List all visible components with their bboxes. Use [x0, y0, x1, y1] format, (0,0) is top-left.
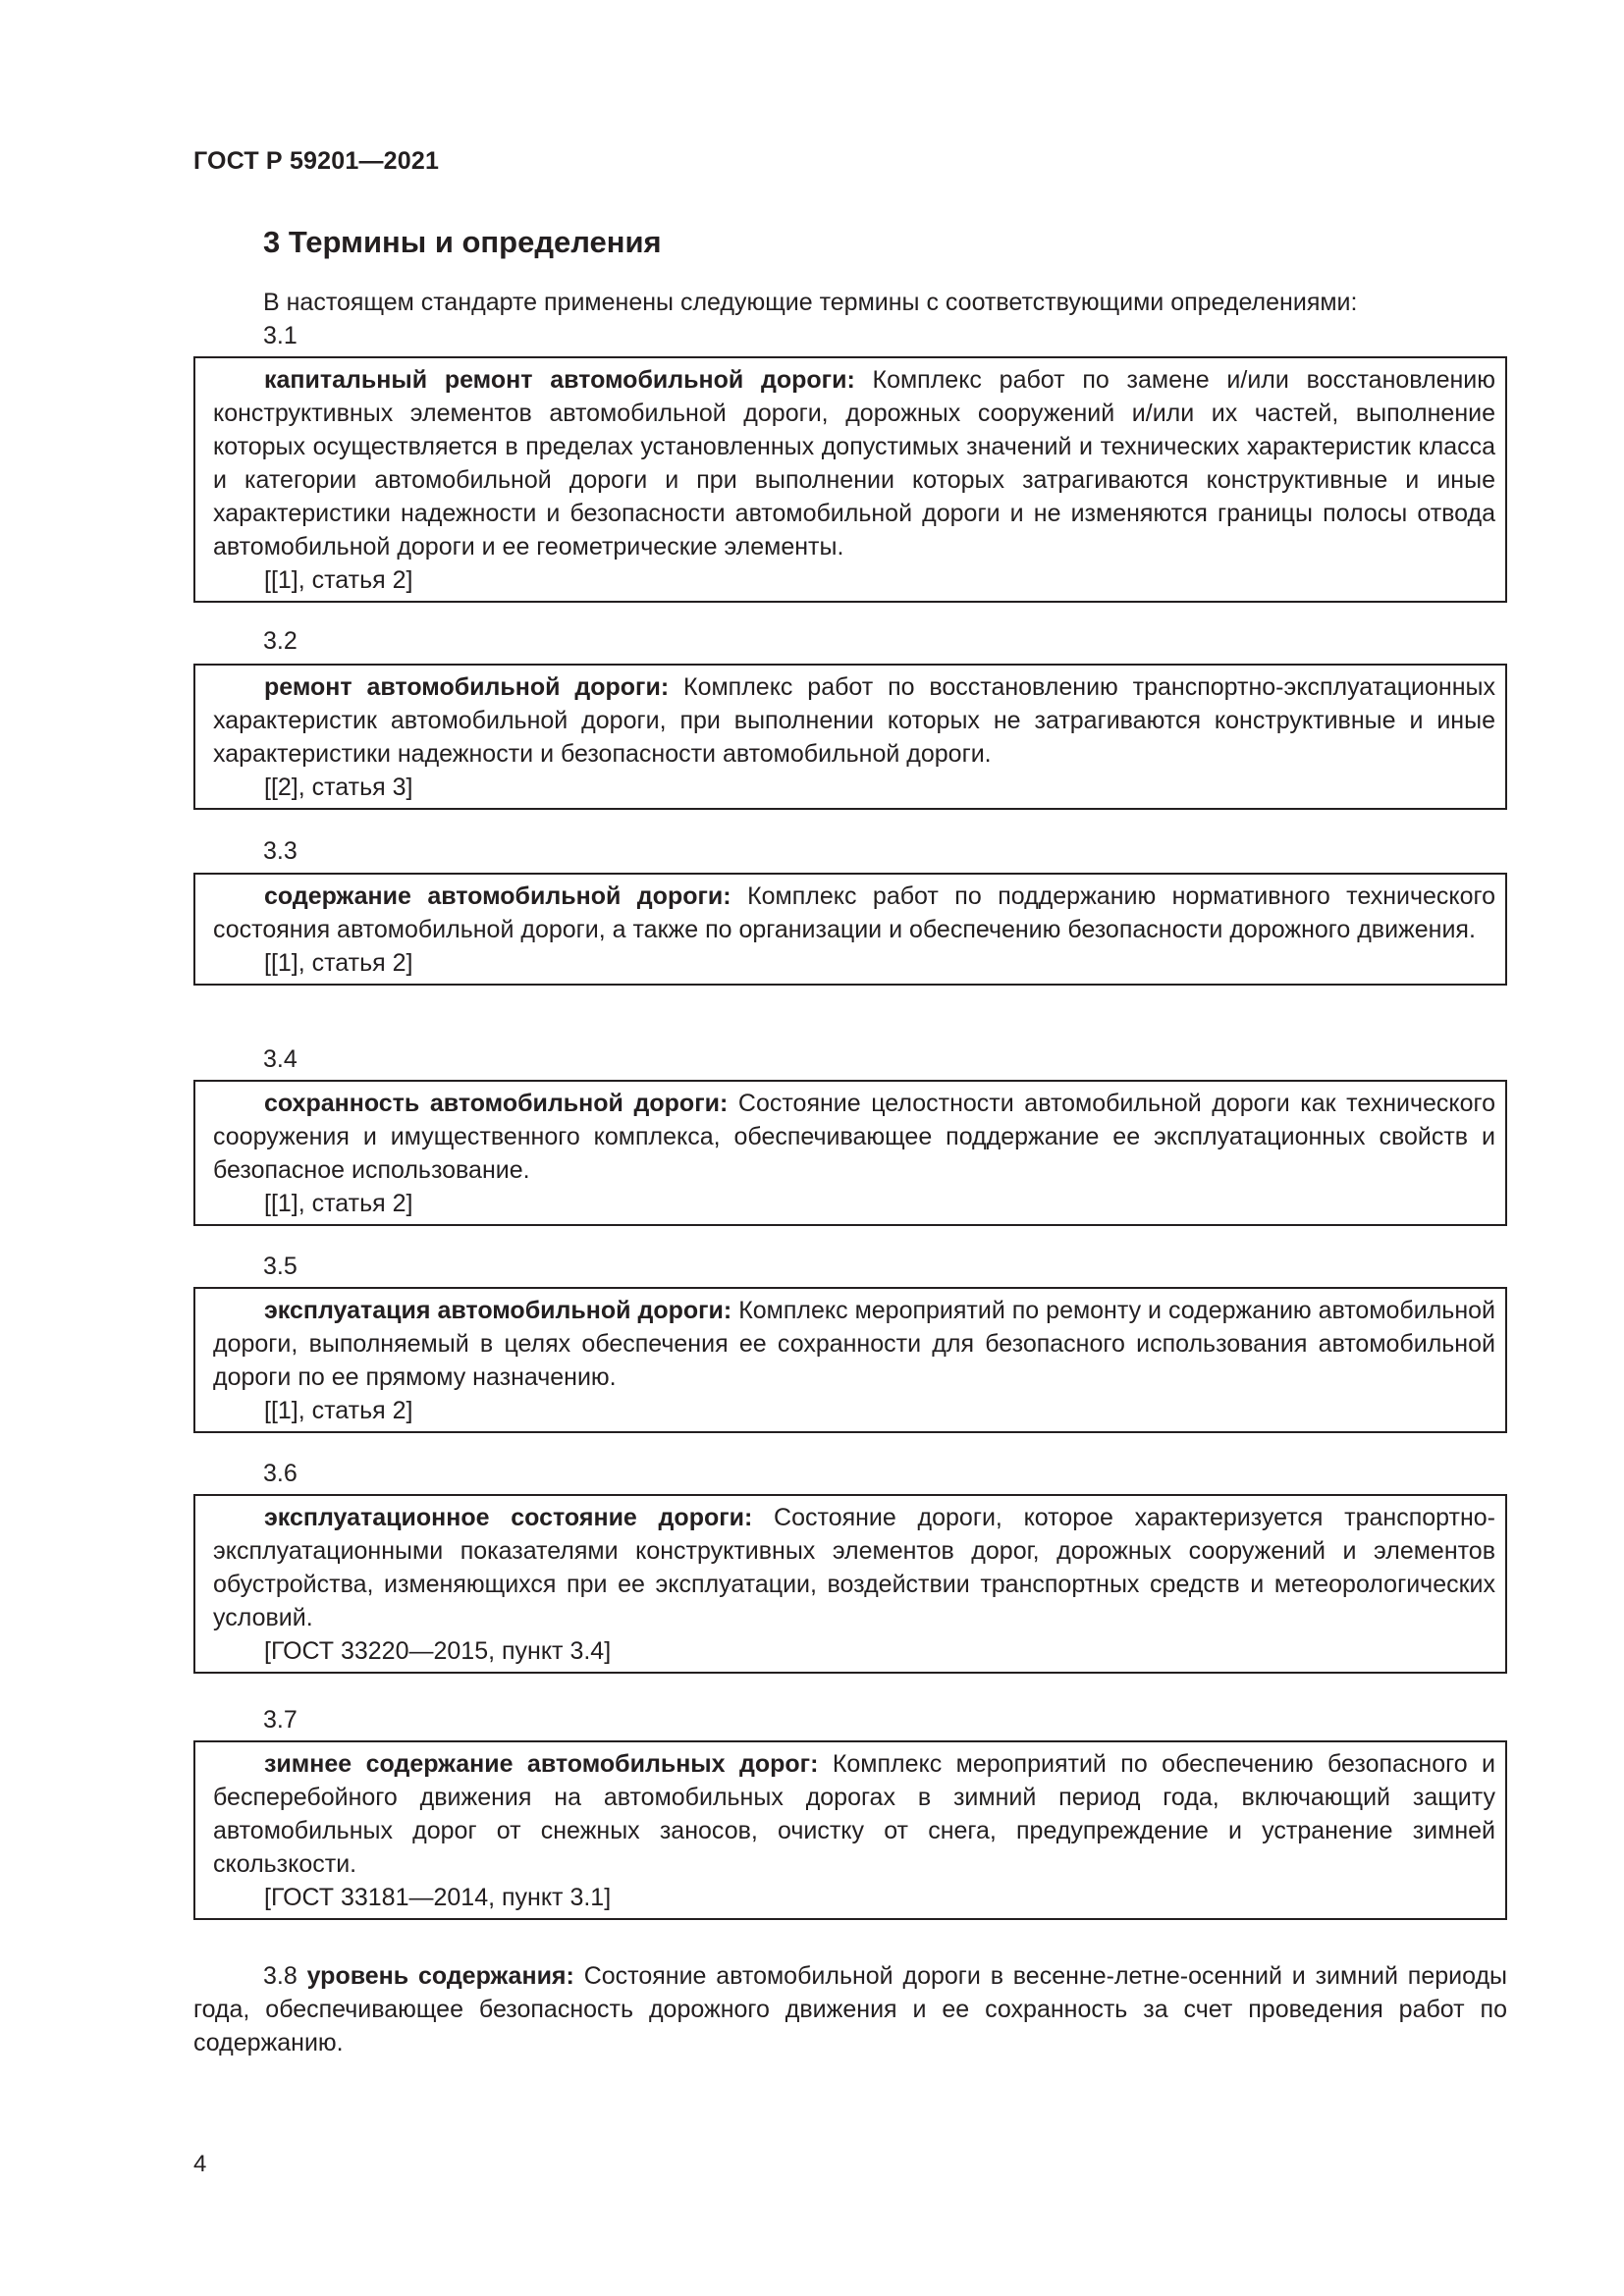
- term-number: 3.5: [263, 1253, 298, 1280]
- term-box: [193, 1740, 1507, 1920]
- term-name: зимнее содержание автомобильных дорог:: [264, 1750, 819, 1778]
- term-name: эксплуатация автомобильной дороги:: [264, 1297, 732, 1324]
- term-text: [213, 1294, 1495, 1394]
- term-name: содержание автомобильной дороги:: [264, 882, 731, 910]
- term-definition: Состояние целостности автомобильной дороги как технического сооружения и имущественного комплекса, обеспечивающее поддержание ее эксплуатационных свойств и безопасное использование.: [213, 1090, 1495, 1184]
- term-name: капитальный ремонт автомобильной дороги:: [264, 366, 855, 394]
- term-number: 3.7: [263, 1706, 298, 1734]
- term-box: [193, 1494, 1507, 1674]
- term-box: [193, 664, 1507, 810]
- term-box: [193, 1080, 1507, 1226]
- term-text: [213, 1501, 1495, 1634]
- term-text: [213, 670, 1495, 771]
- document-header: ГОСТ Р 59201—2021: [193, 147, 440, 175]
- term-number: 3.2: [263, 627, 298, 655]
- term-text: [213, 1087, 1495, 1187]
- term-source: [[1], статья 2]: [264, 1397, 413, 1424]
- term-source: [ГОСТ 33220—2015, пункт 3.4]: [264, 1637, 612, 1665]
- term-source: [[1], статья 2]: [264, 566, 413, 594]
- term-name: сохранность автомобильной дороги:: [264, 1090, 729, 1117]
- term-source: [[1], статья 2]: [264, 1190, 413, 1217]
- term-box: [193, 356, 1507, 603]
- term-number: 3.6: [263, 1460, 298, 1487]
- term-text: [213, 1747, 1495, 1881]
- term-text: [213, 880, 1495, 946]
- term-box: [193, 1287, 1507, 1433]
- term-definition: Комплекс работ по замене и/или восстановлению конструктивных элементов автомобильной дороги, дорожных сооружений и/или их частей, выполнение которых осуществляется в пределах установленных допустимых значений и технических характеристик класса и категории автомобильной дороги и при выполнении которых затрагиваются конструктивные и иные характеристики надежности и безопасности автомобильной дороги и не изменяются границы полосы отвода автомобильной дороги и ее геометрические элементы.: [213, 366, 1496, 561]
- term-definition: Комплекс мероприятий по ремонту и содержанию автомобильной дороги, выполняемый в целях обеспечения ее сохранности для безопасного использования автомобильной дороги по ее прямому назначению.: [213, 1297, 1495, 1391]
- term-definition: Состояние автомобильной дороги в весенне-летне-осенний и зимний периоды года, обеспечивающее безопасность дорожного движения и ее сохранность за счет проведения работ по содержанию.: [193, 1962, 1507, 2056]
- term-source: [[2], статья 3]: [264, 774, 413, 801]
- term-name: уровень содержания:: [306, 1962, 574, 1990]
- term-number: 3.8: [263, 1962, 298, 1990]
- term-number: 3.1: [263, 322, 298, 349]
- term-definition: Комплекс работ по поддержанию нормативного технического состояния автомобильной дороги, а также по организации и обеспечению безопасности дорожного движения.: [213, 882, 1495, 943]
- term-number: 3.4: [263, 1045, 298, 1073]
- term-source: [ГОСТ 33181—2014, пункт 3.1]: [264, 1884, 612, 1911]
- section-intro: В настоящем стандарте применены следующие термины с соответствующими определениями:: [263, 289, 1358, 316]
- page-number: 4: [193, 2151, 207, 2177]
- term-source: [[1], статья 2]: [264, 949, 413, 977]
- term-name: эксплуатационное состояние дороги:: [264, 1504, 753, 1531]
- term-number: 3.3: [263, 837, 298, 865]
- section-title: 3 Термины и определения: [263, 225, 662, 259]
- term-definition: Комплекс работ по восстановлению транспортно-эксплуатационных характеристик автомобильной дороги, при выполнении которых не затрагиваются конструктивные и иные характеристики надежности и безопасности автомобильной дороги.: [213, 673, 1495, 768]
- term-definition: Состояние дороги, которое характеризуется транспортно-эксплуатационными показателями конструктивных элементов дорог, дорожных сооружений и элементов обустройства, изменяющихся при ее эксплуатации, воздействии транспортных средств и метеорологических условий.: [213, 1504, 1495, 1631]
- term-name: ремонт автомобильной дороги:: [264, 673, 670, 701]
- term-definition: Комплекс мероприятий по обеспечению безопасного и бесперебойного движения на автомобильных дорогах в зимний период года, включающий защиту автомобильных дорог от снежных заносов, очистку от снега, предупреждение и устранение зимней скользкости.: [213, 1750, 1495, 1878]
- term-3-8-text: [193, 1959, 1507, 2059]
- term-text: [213, 363, 1495, 563]
- term-box: [193, 873, 1507, 986]
